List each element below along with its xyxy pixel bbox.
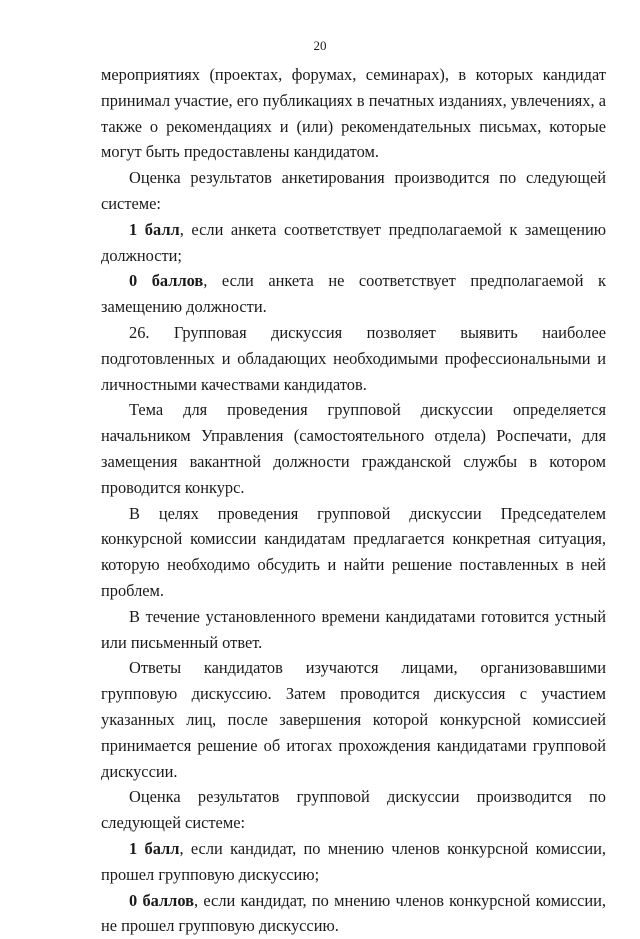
paragraph-text: Ответы кандидатов изучаются лицами, организовавшими групповую дискуссию. Затем проводится дискуссия с участием указанных лиц, после завершения которой конкурсной комиссией принимается решение об итогах прохождения кандидатами групповой дискуссии. <box>101 658 606 780</box>
paragraph <box>101 165 606 217</box>
paragraph-text: В целях проведения групповой дискуссии Председателем конкурсной комиссии кандидатам предлагается конкретная ситуация, которую необходимо обсудить и найти решение поставленных в ней проблем. <box>101 504 606 600</box>
paragraph <box>101 604 606 656</box>
paragraph-text: мероприятиях (проектах, форумах, семинарах), в которых кандидат принимал участие, его публикациях в печатных изданиях, увлечениях, а также о рекомендациях и (или) рекомендательных письмах, которые могут быть предоставлены кандидатом. <box>101 65 606 161</box>
paragraph <box>101 268 606 320</box>
paragraph-text: , если анкета не соответствует предполагаемой к замещению должности. <box>101 271 606 316</box>
paragraph <box>101 217 606 269</box>
paragraph <box>101 836 606 888</box>
score-label: 1 балл <box>129 839 179 858</box>
paragraph <box>101 397 606 500</box>
paragraph-text: , если анкета соответствует предполагаемой к замещению должности; <box>101 220 606 265</box>
paragraph <box>101 784 606 836</box>
score-label: 0 баллов <box>129 891 194 910</box>
paragraph-text: Тема для проведения групповой дискуссии определяется начальником Управления (самостоятельного отдела) Роспечати, для замещения вакантной должности гражданской службы в котором проводится конкурс. <box>101 400 606 496</box>
paragraph-text: 26. Групповая дискуссия позволяет выявить наиболее подготовленных и обладающих необходимыми профессиональными и личностными качествами кандидатов. <box>101 323 606 394</box>
document-body <box>101 62 606 939</box>
paragraph-continuation <box>101 62 606 165</box>
paragraph <box>101 501 606 604</box>
paragraph <box>101 888 606 939</box>
page-number: 20 <box>0 38 640 54</box>
paragraph-text: , если кандидат, по мнению членов конкурсной комиссии, прошел групповую дискуссию; <box>101 839 606 884</box>
paragraph <box>101 655 606 784</box>
paragraph-text: В течение установленного времени кандидатами готовится устный или письменный ответ. <box>101 607 606 652</box>
paragraph-text: Оценка результатов групповой дискуссии производится по следующей системе: <box>101 787 606 832</box>
paragraph-text: , если кандидат, по мнению членов конкурсной комиссии, не прошел групповую дискуссию. <box>101 891 606 936</box>
score-label: 0 баллов <box>129 271 203 290</box>
score-label: 1 балл <box>129 220 180 239</box>
paragraph-text: Оценка результатов анкетирования производится по следующей системе: <box>101 168 606 213</box>
paragraph <box>101 320 606 397</box>
